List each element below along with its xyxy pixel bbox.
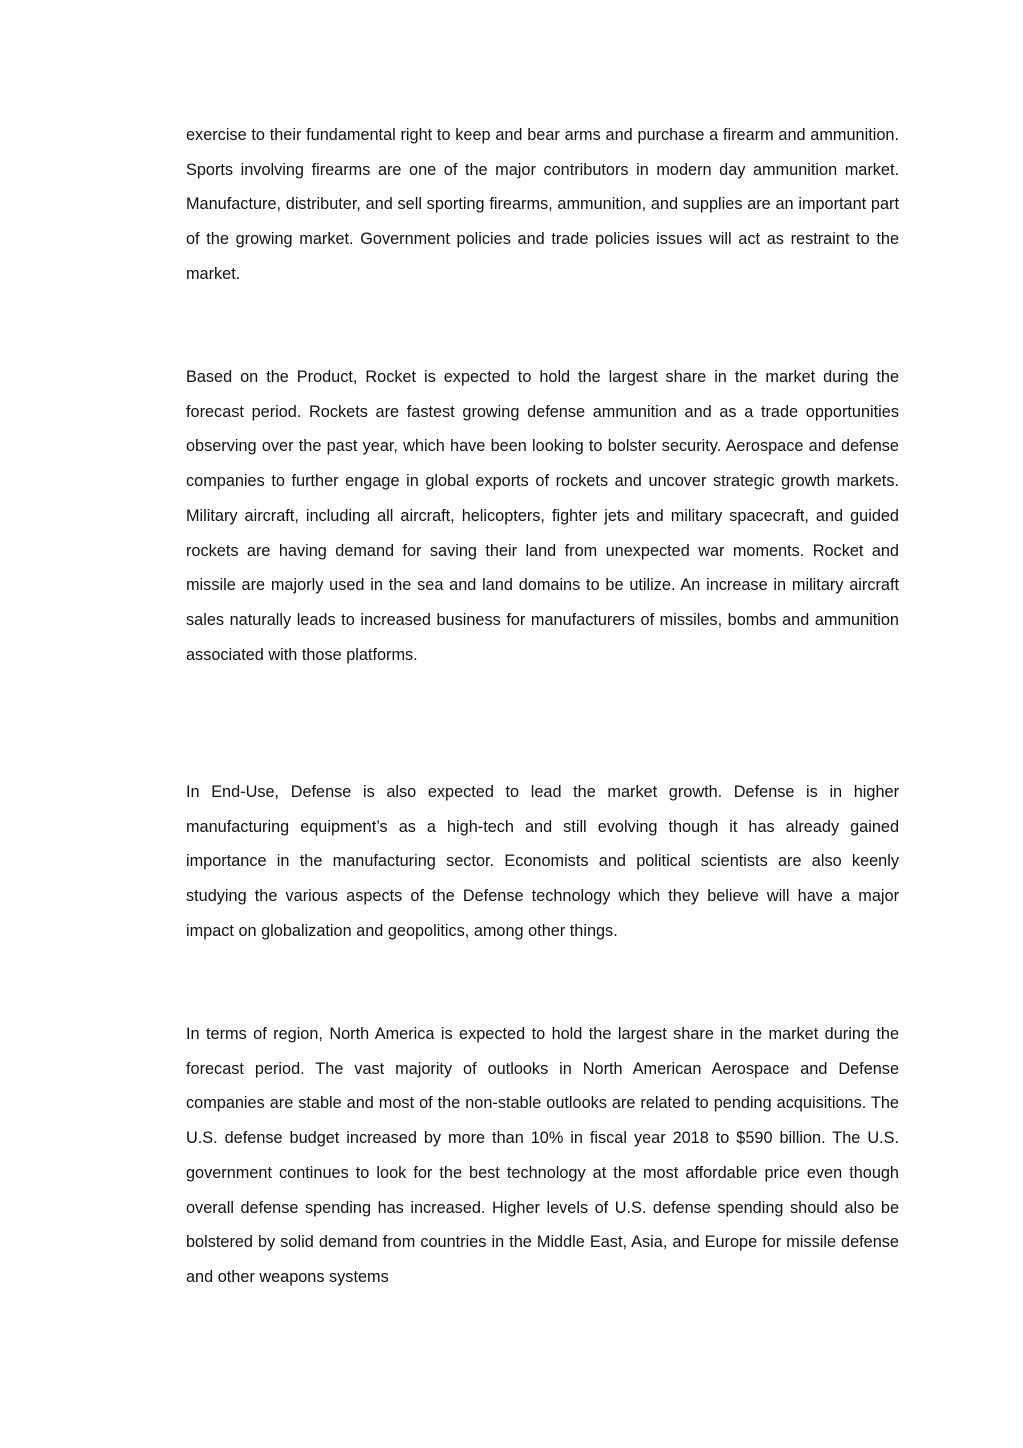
paragraph-firearms-ammunition: exercise to their fundamental right to keep and bear arms and purchase a firearm and ammunition. Sports involving firearms are one of the major contributors in modern day ammunition market. Manufacture, distributer, and sell sporting firearms, ammunition, and supplies are an important part of the growing market. Government policies and trade policies issues will act as restraint to the market.: [186, 126, 899, 283]
paragraph-end-use-defense: In End-Use, Defense is also expected to lead the market growth. Defense is in higher manufacturing equipment’s as a high-tech and still evolving though it has already gained importance in the manufacturing sector. Economists and political scientists are also keenly studying the various aspects of the Defense technology which they believe will have a major impact on globalization and geopolitics, among other things.: [186, 783, 899, 940]
paragraph-product-rocket: Based on the Product, Rocket is expected to hold the largest share in the market during the forecast period. Rockets are fastest growing defense ammunition and as a trade opportunities observing over the past year, which have been looking to bolster security. Aerospace and defense companies to further engage in global exports of rockets and uncover strategic growth markets. Military aircraft, including all aircraft, helicopters, fighter jets and military spacecraft, and guided rockets are having demand for saving their land from unexpected war moments. Rocket and missile are majorly used in the sea and land domains to be utilize. An increase in military aircraft sales naturally leads to increased business for manufacturers of missiles, bombs and ammunition associated with those platforms.: [186, 368, 899, 664]
paragraph-region-north-america: In terms of region, North America is expected to hold the largest share in the market during the forecast period. The vast majority of outlooks in North American Aerospace and Defense companies are stable and most of the non-stable outlooks are related to pending acquisitions. The U.S. defense budget increased by more than 10% in fiscal year 2018 to $590 billion. The U.S. government continues to look for the best technology at the most affordable price even though overall defense spending has increased. Higher levels of U.S. defense spending should also be bolstered by solid demand from countries in the Middle East, Asia, and Europe for missile defense and other weapons systems: [186, 1025, 899, 1286]
